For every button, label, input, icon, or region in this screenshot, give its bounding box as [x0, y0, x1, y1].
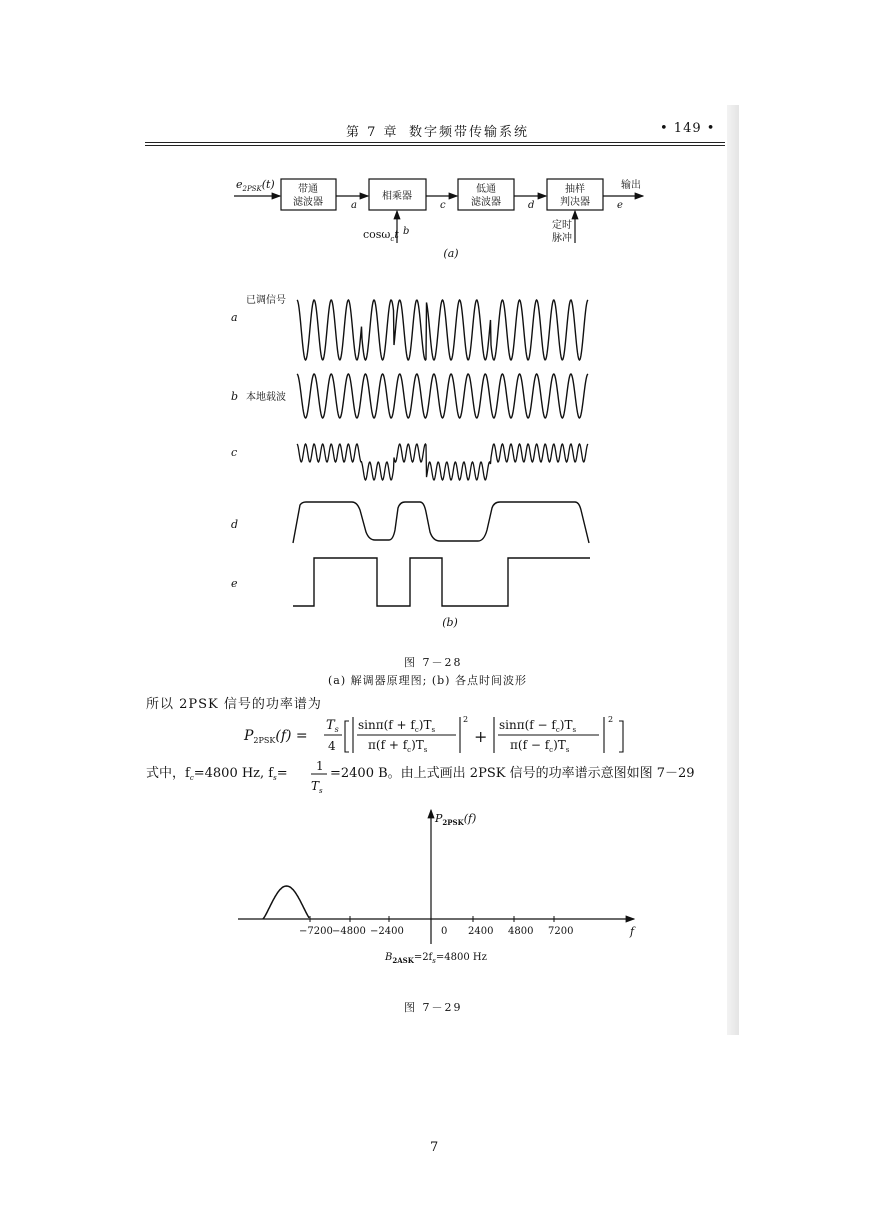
- tick-0: 0: [441, 926, 448, 937]
- chapter-title: 数字频带传输系统: [409, 125, 530, 140]
- tick-7200: 7200: [548, 926, 574, 937]
- term2-den: $\pi(f - f_c)T_s$: [510, 738, 570, 754]
- node-d: d: [528, 200, 535, 211]
- node-c: c: [440, 200, 446, 211]
- term2-num: $\sin\pi(f - f_c)T_s$: [499, 718, 577, 734]
- plus-sign: +: [474, 727, 488, 746]
- block3-line2: 滤波器: [471, 197, 501, 208]
- figure-729-number: 图 7－29: [404, 1001, 463, 1014]
- caption-b: (b): [442, 616, 458, 629]
- node-a: a: [351, 200, 357, 211]
- node-b: b: [403, 226, 410, 237]
- spectrum-y-label: $P_{2PSK}(f)$: [435, 812, 477, 827]
- page-header-number: • 149 •: [660, 121, 716, 136]
- coef-num: $T_s$: [326, 718, 339, 734]
- term1-exp: 2: [463, 715, 469, 724]
- wave-name-a: 已调信号: [246, 295, 286, 306]
- wave-label-b: b: [231, 390, 239, 403]
- block4-line2: 判决器: [560, 197, 590, 208]
- term2-exp: 2: [608, 715, 614, 724]
- chapter-number: 第 7 章: [346, 125, 399, 140]
- block4-line1: 抽样: [565, 184, 585, 195]
- node-e: e: [617, 200, 623, 211]
- spectrum-curve: [263, 886, 309, 919]
- timing-line1: 定时: [552, 220, 572, 231]
- footer-page-number: 7: [430, 1140, 439, 1155]
- tick-2400: 2400: [468, 926, 494, 937]
- wave-label-e: e: [231, 577, 238, 590]
- figure-728-caption: (a) 解调器原理图; (b) 各点时间波形: [328, 674, 527, 687]
- paragraph-intro: 所以 2PSK 信号的功率谱为: [146, 697, 322, 712]
- block2-label: 相乘器: [382, 191, 412, 202]
- caption-a: (a): [443, 247, 459, 260]
- tick-neg2400: −2400: [370, 926, 404, 937]
- tick-neg7200: −7200: [299, 926, 333, 937]
- input-signal-label: $e_{2PSK}(t)$: [236, 178, 275, 193]
- wave-label-d: d: [231, 518, 239, 531]
- block1-line1: 带通: [298, 184, 318, 195]
- paragraph-line2-a: 式中，$f_c=4800$ Hz, $f_s=$: [146, 766, 288, 782]
- wave-label-a: a: [231, 311, 238, 324]
- coef-den: 4: [328, 739, 336, 753]
- block1-line2: 滤波器: [293, 197, 323, 208]
- paragraph-line2-b: =2400 B。由上式画出 2PSK 信号的功率谱示意图如图 7－29: [330, 766, 695, 781]
- term1-num: $\sin\pi(f + f_c)T_s$: [358, 718, 436, 734]
- wave-name-b: 本地载波: [246, 392, 286, 403]
- bandwidth-label: $B_{2ASK}=2f_s=4800$ Hz: [385, 952, 487, 965]
- figure-728-number: 图 7－28: [404, 656, 463, 669]
- term1-den: $\pi(f + f_c)T_s$: [368, 738, 428, 754]
- line2-frac-den: $T_s$: [311, 779, 323, 795]
- timing-line2: 脉冲: [552, 233, 572, 244]
- block3-line1: 低通: [476, 184, 496, 195]
- carrier-label: cosω$_c$t: [363, 228, 399, 243]
- line2-frac-num: 1: [316, 759, 324, 773]
- tick-neg4800: −4800: [332, 926, 366, 937]
- formula-lhs: $P_{2PSK}(f)$ =: [244, 728, 308, 745]
- wave-label-c: c: [231, 446, 238, 459]
- output-label: 输出: [621, 180, 641, 191]
- tick-4800: 4800: [508, 926, 534, 937]
- spectrum-x-label: f: [630, 925, 635, 938]
